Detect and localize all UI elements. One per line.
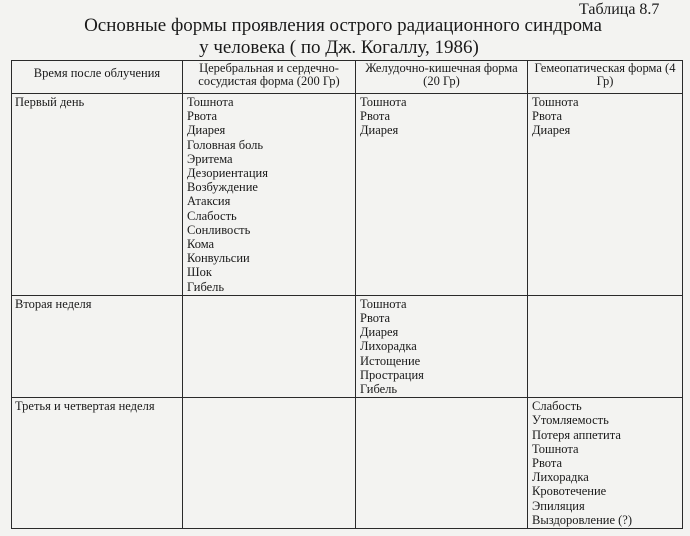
cell-cerebral <box>183 295 356 397</box>
table-row <box>12 94 683 296</box>
header-gastro: Желудочно-кишечная форма (20 Гр) <box>356 61 528 94</box>
symptom-item: Диарея <box>360 123 399 138</box>
table-row <box>12 398 683 529</box>
symptom-item: Диарея <box>532 123 571 138</box>
symptom-item: Тошнота <box>532 95 579 109</box>
cell-hemo <box>528 398 683 529</box>
symptom-item: Рвота <box>187 109 218 124</box>
symptom-item: Потеря аппетита <box>532 427 621 442</box>
symptom-item: Тошнота <box>360 296 407 311</box>
table-row <box>12 295 683 397</box>
symptom-item: Выздоровление (?) <box>532 512 633 527</box>
symptom-item: Кровотечение <box>532 484 607 499</box>
symptom-item: Истощение <box>360 353 421 368</box>
cell-gastro <box>356 295 528 397</box>
symptom-item: Прострация <box>360 367 424 382</box>
row-time-label: Третья и четвертая неделя <box>12 398 183 529</box>
symptom-item: Эритема <box>187 151 233 166</box>
symptom-item: Шок <box>187 265 212 280</box>
symptom-item: Гибель <box>360 382 398 397</box>
symptom-item: Конвульсии <box>187 251 250 266</box>
cell-cerebral <box>183 398 356 529</box>
symptom-item: Рвота <box>532 456 563 471</box>
row-time-label: Первый день <box>12 94 183 296</box>
symptom-item: Атаксия <box>187 194 231 209</box>
table-title-line-1: Основные формы проявления острого радиационного синдрома <box>84 15 602 36</box>
symptom-item: Головная боль <box>187 137 264 152</box>
symptom-item: Возбуждение <box>187 180 258 195</box>
symptom-item: Гибель <box>187 279 225 294</box>
symptom-item: Рвота <box>360 109 391 124</box>
symptom-item: Слабость <box>532 399 582 414</box>
symptom-item: Эпиляция <box>532 498 585 513</box>
symptom-item: Утомляемость <box>532 413 609 428</box>
symptom-item: Тошнота <box>360 95 407 109</box>
symptom-item: Лихорадка <box>532 470 589 485</box>
table-number: Таблица 8.7 <box>579 1 660 18</box>
symptom-item: Лихорадка <box>360 339 417 354</box>
symptom-item: Тошнота <box>532 441 579 456</box>
cell-hemo <box>528 94 683 296</box>
header-hemo: Гемеопатическая форма (4 Гр) <box>528 61 683 94</box>
symptom-item: Рвота <box>532 109 563 124</box>
cell-hemo <box>528 295 683 397</box>
symptom-item: Сонливость <box>187 222 251 237</box>
symptom-item: Рвота <box>360 311 391 326</box>
cell-cerebral <box>183 94 356 296</box>
table-title-line-2: у человека ( по Дж. Когаллу, 1986) <box>199 37 479 58</box>
cell-gastro <box>356 398 528 529</box>
symptom-item: Тошнота <box>187 95 234 109</box>
symptom-item: Дезориентация <box>187 166 268 181</box>
row-time-label: Вторая неделя <box>12 295 183 397</box>
header-row <box>12 61 683 94</box>
syndrome-table <box>11 60 683 529</box>
header-cerebral: Церебральная и сердечно-сосудистая форма (200 Гр) <box>183 61 356 94</box>
symptom-item: Кома <box>187 237 215 252</box>
cell-gastro <box>356 94 528 296</box>
symptom-item: Слабость <box>187 208 237 223</box>
symptom-item: Диарея <box>187 123 226 138</box>
header-time: Время после облучения <box>12 61 183 94</box>
symptom-item: Диарея <box>360 325 399 340</box>
